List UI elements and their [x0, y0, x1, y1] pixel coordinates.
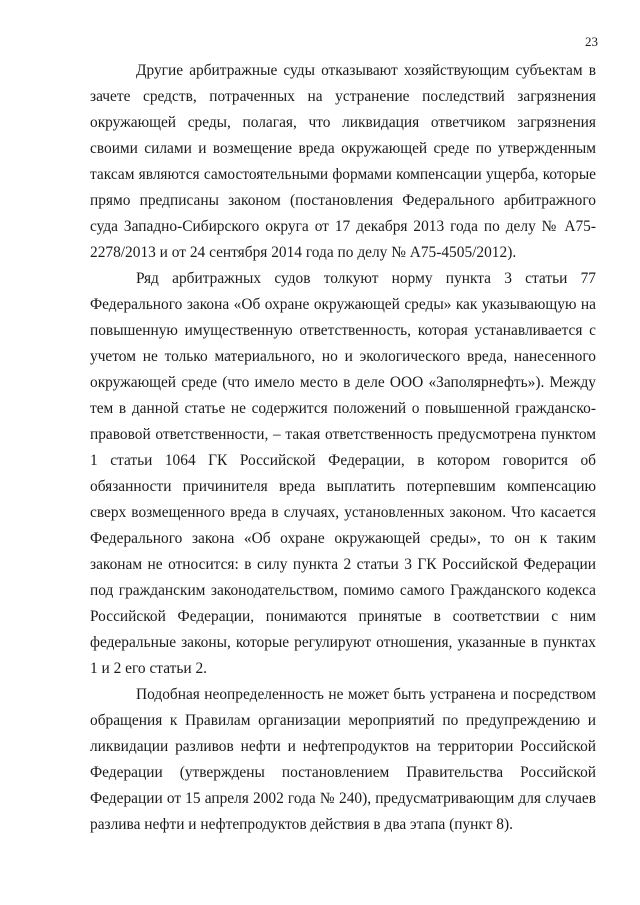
document-body — [90, 58, 596, 838]
paragraph: Другие арбитражные суды отказывают хозяйствующим субъектам в зачете средств, потраченных на устранение последствий загрязнения окружающей среды, полагая, что ликвидация ответчиком загрязнения своими силами и возмещение вреда окружающей среде по утвержденным таксам являются самостоятельными формами компенсации ущерба, которые прямо предписаны законом (постановления Федерального арбитражного суда Западно-Сибирского округа от 17 декабря 2013 года по делу № А75-2278/2013 и от 24 сентября 2014 года по делу № А75-4505/2012). — [90, 62, 596, 261]
paragraph: Подобная неопределенность не может быть устранена и посредством обращения к Правилам организации мероприятий по предупреждению и ликвидации разливов нефти и нефтепродуктов на территории Российской Федерации (утверждены постановлением Правительства Российской Федерации от 15 апреля 2002 года № 240), предусматривающим для случаев разлива нефти и нефтепродуктов действия в два этапа (пункт 8). — [90, 686, 596, 833]
page-number: 23 — [585, 34, 598, 49]
paragraph: Ряд арбитражных судов толкуют норму пункта 3 статьи 77 Федерального закона «Об охране окружающей среды» как указывающую на повышенную имущественную ответственность, которая устанавливается с учетом не только материального, но и экологического вреда, нанесенного окружающей среде (что имело место в деле ООО «Заполярнефть»). Между тем в данной статье не содержится положений о повышенной гражданско-правовой ответственности, – такая ответственность предусмотрена пунктом 1 статьи 1064 ГК Российской Федерации, в котором говорится об обязанности причинителя вреда выплатить потерпевшим компенсацию сверх возмещенного вреда в случаях, установленных законом. Что касается Федерального закона «Об охране окружающей среды», то он к таким законам не относится: в силу пункта 2 статьи 3 ГК Российской Федерации под гражданским законодательством, помимо самого Гражданского кодекса Российской Федерации, понимаются принятые в соответствии с ним федеральные законы, которые регулируют отношения, указанные в пунктах 1 и 2 его статьи 2. — [90, 270, 596, 677]
